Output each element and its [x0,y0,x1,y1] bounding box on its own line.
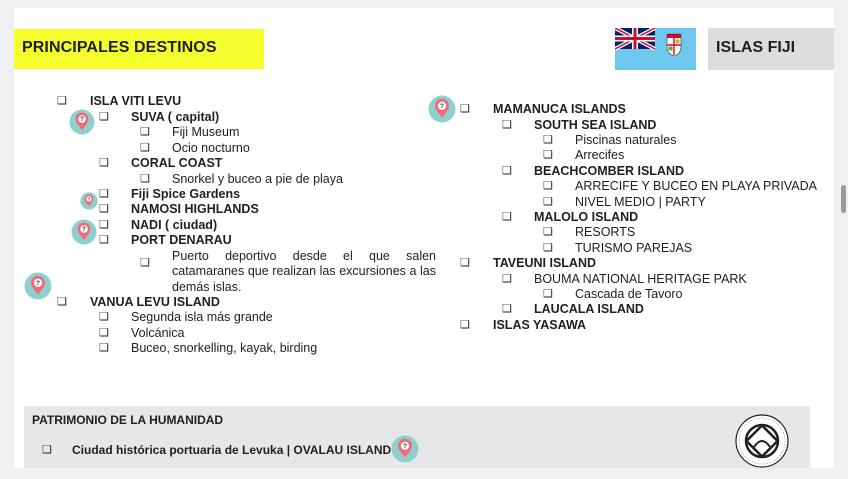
list-item-bouma: BOUMA NATIONAL HERITAGE PARK [534,272,747,286]
checkbox-bullet-icon: ❑ [57,296,67,308]
list-item-vanua-sub: Segunda isla más grande [131,310,273,324]
list-item-suva-sub: Ocio nocturno [172,141,250,155]
svg-text:?: ? [403,443,407,451]
list-item-south-sea-sub: Piscinas naturales [575,133,677,147]
checkbox-bullet-icon: ❑ [543,242,553,254]
svg-text:?: ? [440,103,444,111]
checkbox-bullet-icon: ❑ [460,319,470,331]
checkbox-bullet-icon: ❑ [99,188,109,200]
question-map-pin-icon[interactable] [428,95,456,123]
list-item-spice-gardens: Fiji Spice Gardens [131,187,241,201]
checkbox-bullet-icon: ❑ [502,119,512,131]
list-item-vanua-sub: Volcánica [131,326,185,340]
question-map-pin-icon[interactable] [69,109,95,135]
list-item-malolo-sub: RESORTS [575,225,636,239]
list-item-south-sea-sub: Arrecifes [575,148,625,162]
checkbox-bullet-icon: ❑ [99,203,109,215]
question-map-pin-icon[interactable] [391,435,419,463]
list-item-yasawa: ISLAS YASAWA [493,318,587,332]
checkbox-bullet-icon: ❑ [140,257,150,269]
list-item-laucala: LAUCALA ISLAND [534,302,644,316]
checkbox-bullet-icon: ❑ [99,311,109,323]
checkbox-bullet-icon: ❑ [543,226,553,238]
question-map-pin-icon[interactable] [80,192,98,210]
svg-text:?: ? [36,280,40,288]
world-heritage-title: PATRIMONIO DE LA HUMANIDAD [32,413,224,427]
list-item-nadi: NADI ( ciudad) [131,218,218,232]
list-item-bouma-sub: Cascada de Tavoro [575,287,683,301]
port-denarau-description: Puerto deportivo desde el que salen catamaranes que realizan las excursiones a las demás islas. [172,249,436,294]
checkbox-bullet-icon: ❑ [99,219,109,231]
list-item-taveuni: TAVEUNI ISLAND [493,256,597,270]
fiji-flag-icon [615,28,696,70]
list-item-south-sea: SOUTH SEA ISLAND [534,118,657,132]
checkbox-bullet-icon: ❑ [502,165,512,177]
world-heritage-item: Ciudad histórica portuaria de Levuka | OVALAU ISLAND [72,443,392,457]
list-item-viti-levu: ISLA VITI LEVU [90,94,182,108]
list-item-vanua-sub: Buceo, snorkelling, kayak, birding [131,341,318,355]
checkbox-bullet-icon: ❑ [57,95,67,107]
checkbox-bullet-icon: ❑ [99,234,109,246]
svg-text:?: ? [80,117,84,124]
checkbox-bullet-icon: ❑ [543,180,553,192]
list-item-beachcomber-sub: ARRECIFE Y BUCEO EN PLAYA PRIVADA [575,179,817,193]
country-title: ISLAS FIJI [716,39,796,56]
world-heritage-emblem-icon [734,413,790,469]
checkbox-bullet-icon: ❑ [543,196,553,208]
list-item-malolo-sub: TURISMO PAREJAS [575,241,693,255]
svg-text:?: ? [82,227,86,234]
checkbox-bullet-icon: ❑ [140,126,150,138]
question-map-pin-icon[interactable] [71,219,97,245]
country-label-box [708,28,834,70]
list-item-port-denarau: PORT DENARAU [131,233,232,247]
slide [14,8,834,468]
list-item-vanua-levu: VANUA LEVU ISLAND [90,295,220,309]
page-title: PRINCIPALES DESTINOS [22,39,217,56]
checkbox-bullet-icon: ❑ [502,303,512,315]
list-item-beachcomber: BEACHCOMBER ISLAND [534,164,684,178]
list-item-malolo: MALOLO ISLAND [534,210,639,224]
checkbox-bullet-icon: ❑ [99,327,109,339]
checkbox-bullet-icon: ❑ [543,134,553,146]
list-item-beachcomber-sub: NIVEL MEDIO | PARTY [575,195,706,209]
checkbox-bullet-icon: ❑ [99,157,109,169]
list-item-namosi: NAMOSI HIGHLANDS [131,202,259,216]
svg-text:?: ? [87,196,91,202]
scrollbar-thumb[interactable] [841,185,846,213]
checkbox-bullet-icon: ❑ [99,111,109,123]
checkbox-bullet-icon: ❑ [99,342,109,354]
question-map-pin-icon[interactable] [24,272,52,300]
checkbox-bullet-icon: ❑ [543,288,553,300]
list-item-suva: SUVA ( capital) [131,110,220,124]
checkbox-bullet-icon: ❑ [502,211,512,223]
checkbox-bullet-icon: ❑ [502,273,512,285]
list-item-coral-sub: Snorkel y buceo a pie de playa [172,172,343,186]
checkbox-bullet-icon: ❑ [140,142,150,154]
checkbox-bullet-icon: ❑ [460,257,470,269]
list-item-coral-coast: CORAL COAST [131,156,223,170]
checkbox-bullet-icon: ❑ [460,103,470,115]
checkbox-bullet-icon: ❑ [543,149,553,161]
title-banner [14,29,264,69]
checkbox-bullet-icon: ❑ [140,173,150,185]
list-item-suva-sub: Fiji Museum [172,125,240,139]
list-item-mamanuca: MAMANUCA ISLANDS [493,102,626,116]
checkbox-bullet-icon: ❑ [42,444,52,456]
